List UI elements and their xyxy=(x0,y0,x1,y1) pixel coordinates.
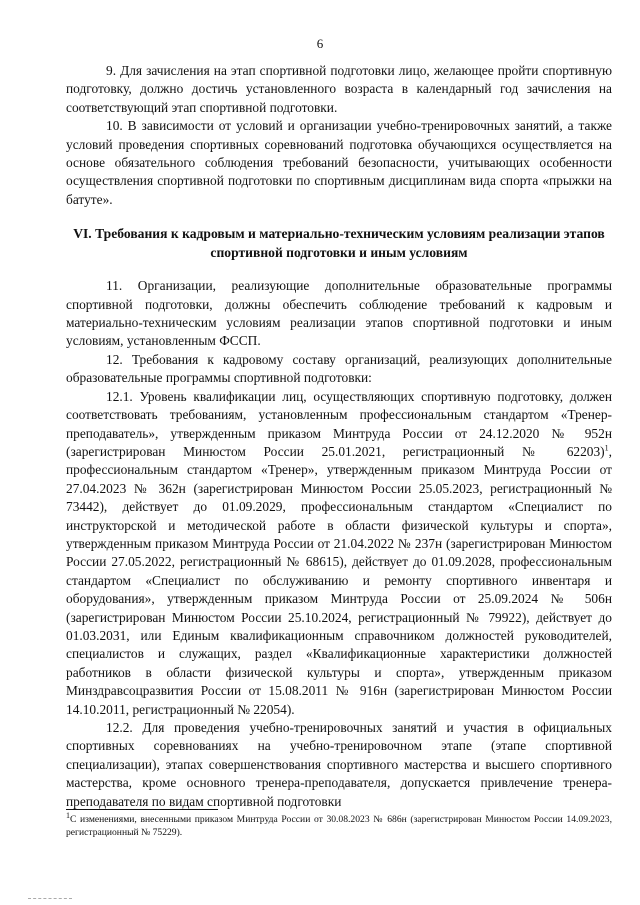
document-body xyxy=(66,62,612,811)
footnote-divider xyxy=(66,809,218,810)
footnote xyxy=(66,810,612,839)
scan-artifact xyxy=(28,898,72,901)
paragraph-10: 10. В зависимости от условий и организации учебно-тренировочных занятий, а также условий проведения спортивных соревнований подготовка обучающихся осуществляется на основе обязательного соблюдения требований безопасности, учитывающих особенности осуществления спортивной подготовки по спортивным дисциплинам вида спорта «прыжки на батуте». xyxy=(66,118,612,207)
section-heading: VI. Требования к кадровым и материально-техническим условиям реализации этапов спортивной подготовки и иным условиям xyxy=(73,226,605,261)
footnote-reference[interactable]: 1 xyxy=(604,443,609,453)
paragraph-12-1-text-a: 12.1. Уровень квалификации лиц, осуществляющих спортивную подготовку, должен соответствовать требованиям, установленным профессиональным стандартом «Тренер-преподаватель», утвержденным приказом Минтруда России от 24.12.2020 № 952н (зарегистрирован Минюстом России 25.01.2021, регистрационный № 62203) xyxy=(66,388,612,459)
footnote-mark: 1 xyxy=(66,810,70,820)
paragraph-9: 9. Для зачисления на этап спортивной подготовки лицо, желающее пройти спортивную подготовку, должно достичь установленного возраста в календарный год зачисления на соответствующий этап спортивной подготовки. xyxy=(66,63,612,115)
footnote-text: С изменениями, внесенными приказом Минтруда России от 30.08.2023 № 686н (зарегистрирован Минюстом России 14.09.2023, регистрационный № 75229). xyxy=(66,814,612,838)
paragraph-12: 12. Требования к кадровому составу организаций, реализующих дополнительные образовательные программы спортивной подготовки: xyxy=(66,351,612,386)
paragraph-12-2: 12.2. Для проведения учебно-тренировочных занятий и участия в официальных спортивных соревнованиях на учебно-тренировочном этапе (этапе спортивной специализации), этапах совершенствования спортивного мастерства и высшего спортивного мастерства, кроме основного тренера-преподавателя, допускается привлечение тренера-преподавателя по видам спортивной подготовки xyxy=(66,720,612,809)
page-number: 6 xyxy=(316,36,324,51)
paragraph-11: 11. Организации, реализующие дополнительные образовательные программы спортивной подготовки, должны обеспечить соблюдение требований к кадровым и материально-техническим условиям реализации этапов спортивной подготовки и иным условиям, установленным ФССП. xyxy=(66,278,612,349)
paragraph-12-1 xyxy=(66,388,612,719)
paragraph-12-1-text-b: , профессиональным стандартом «Тренер», утвержденным приказом Минтруда России от 27.04.2023 № 362н (зарегистрирован Минюстом России 25.05.2023, регистрационный № 73442), действует до 01.09.2029, профессиональным стандартом «Специалист по инструкторской и методической работе в области физической культуры и спорта», утвержденным приказом Минтруда России от 21.04.2022 № 237н (зарегистрирован Минюстом России 27.05.2022, регистрационный № 68615), действует до 01.09.2028, профессиональным стандартом «Специалист по обслуживанию и ремонту спортивного инвентаря и оборудования», утвержденным приказом Минтруда России от 25.09.2024 № 506н (зарегистрирован Минюстом России 25.10.2024, регистрационный № 79922), действует до 01.03.2031, или Единым квалификационным справочником должностей руководителей, специалистов и служащих, раздел «Квалификационные характеристики должностей работников в области физической культуры и спорта», утвержденным приказом Минздравсоцразвития России от 15.08.2011 № 916н (зарегистрирован Минюстом России 14.10.2011, регистрационный № 22054). xyxy=(66,443,612,717)
